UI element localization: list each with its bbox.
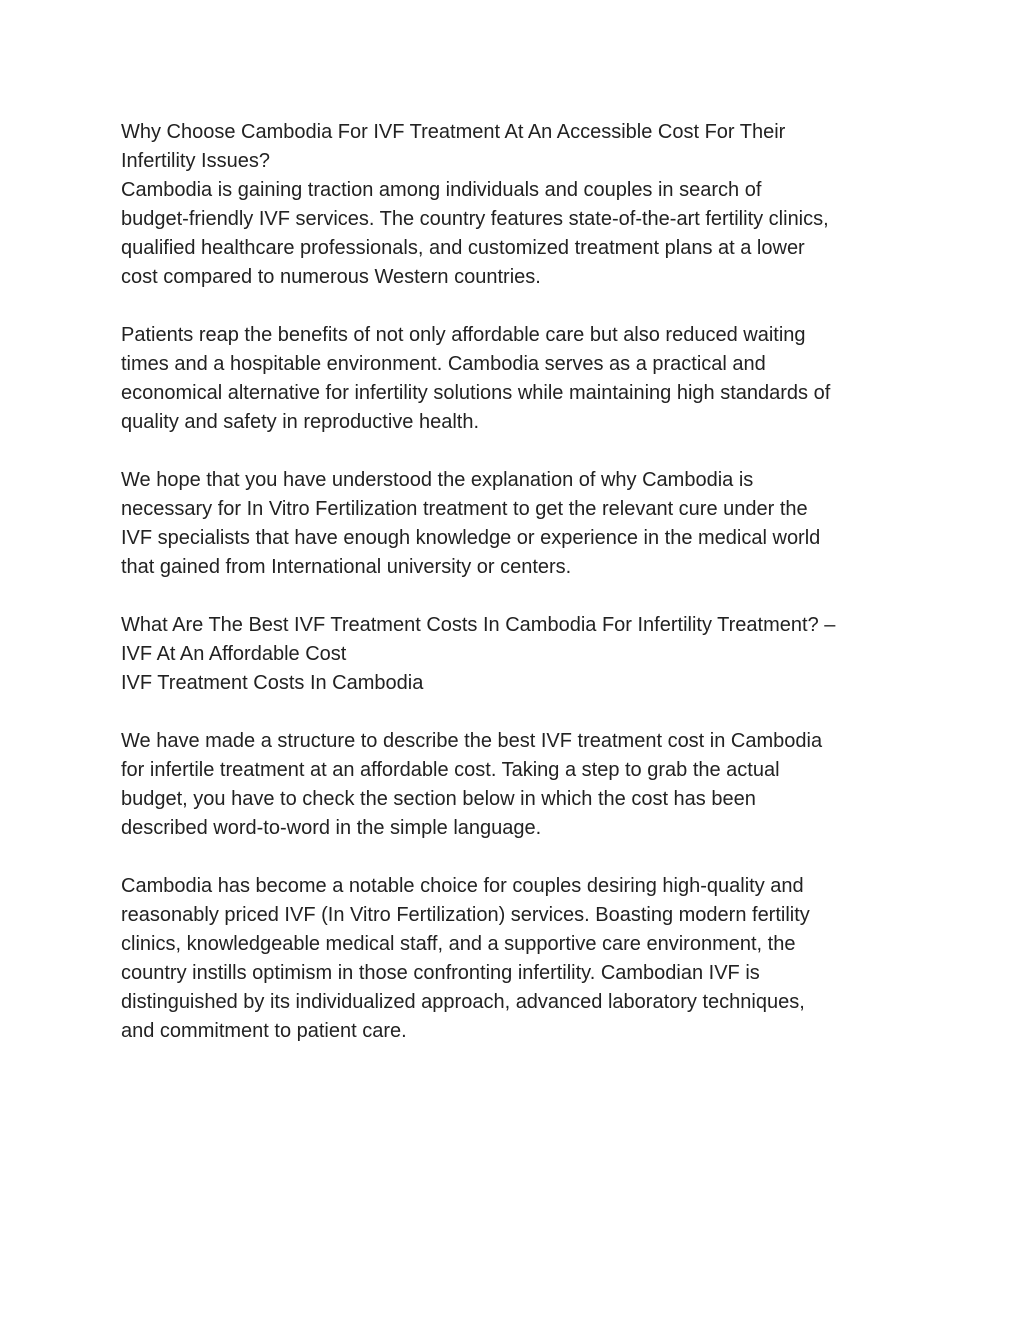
paragraph-line: Cambodia is gaining traction among individuals and couples in search of	[121, 179, 762, 201]
heading-line: IVF Treatment Costs In Cambodia	[121, 672, 424, 694]
paragraph-we-hope	[121, 466, 921, 582]
paragraph-spacer	[121, 437, 921, 466]
paragraph-structure	[121, 727, 921, 843]
paragraph-line: cost compared to numerous Western countries.	[121, 266, 541, 288]
paragraph-line: and commitment to patient care.	[121, 1020, 407, 1042]
paragraph-line: described word-to-word in the simple language.	[121, 817, 542, 839]
paragraph-line: budget, you have to check the section below in which the cost has been	[121, 788, 756, 810]
paragraph-line: budget-friendly IVF services. The country features state-of-the-art fertility clinics,	[121, 208, 829, 230]
heading-ivf-costs-cambodia	[121, 669, 921, 698]
paragraph-line: times and a hospitable environment. Cambodia serves as a practical and	[121, 353, 766, 375]
paragraph-line: IVF specialists that have enough knowledge or experience in the medical world	[121, 527, 821, 549]
heading-best-ivf-costs	[121, 611, 921, 669]
paragraph-line: Patients reap the benefits of not only affordable care but also reduced waiting	[121, 324, 806, 346]
paragraph-line: distinguished by its individualized approach, advanced laboratory techniques,	[121, 991, 805, 1013]
paragraph-gaining-traction	[121, 176, 921, 292]
paragraph-line: We hope that you have understood the explanation of why Cambodia is	[121, 469, 754, 491]
paragraph-line: for infertile treatment at an affordable cost. Taking a step to grab the actual	[121, 759, 780, 781]
paragraph-line: Cambodia has become a notable choice for couples desiring high-quality and	[121, 875, 804, 897]
heading-line: Infertility Issues?	[121, 150, 270, 172]
paragraph-line: reasonably priced IVF (In Vitro Fertilization) services. Boasting modern fertility	[121, 904, 810, 926]
paragraph-spacer	[121, 582, 921, 611]
paragraph-line: country instills optimism in those confronting infertility. Cambodian IVF is	[121, 962, 760, 984]
paragraph-line: clinics, knowledgeable medical staff, and a supportive care environment, the	[121, 933, 796, 955]
heading-why-choose-cambodia	[121, 118, 921, 176]
paragraph-patients-benefits	[121, 321, 921, 437]
paragraph-line: economical alternative for infertility solutions while maintaining high standards of	[121, 382, 831, 404]
paragraph-spacer	[121, 698, 921, 727]
paragraph-line: that gained from International university or centers.	[121, 556, 572, 578]
paragraph-spacer	[121, 292, 921, 321]
paragraph-spacer	[121, 843, 921, 872]
heading-line: IVF At An Affordable Cost	[121, 643, 347, 665]
paragraph-line: We have made a structure to describe the best IVF treatment cost in Cambodia	[121, 730, 823, 752]
paragraph-notable-choice	[121, 872, 921, 1046]
document-body	[121, 118, 921, 1046]
paragraph-line: necessary for In Vitro Fertilization treatment to get the relevant cure under the	[121, 498, 808, 520]
heading-line: What Are The Best IVF Treatment Costs In Cambodia For Infertility Treatment? –	[121, 614, 836, 636]
paragraph-line: quality and safety in reproductive health.	[121, 411, 479, 433]
heading-line: Why Choose Cambodia For IVF Treatment At An Accessible Cost For Their	[121, 121, 786, 143]
paragraph-line: qualified healthcare professionals, and customized treatment plans at a lower	[121, 237, 805, 259]
